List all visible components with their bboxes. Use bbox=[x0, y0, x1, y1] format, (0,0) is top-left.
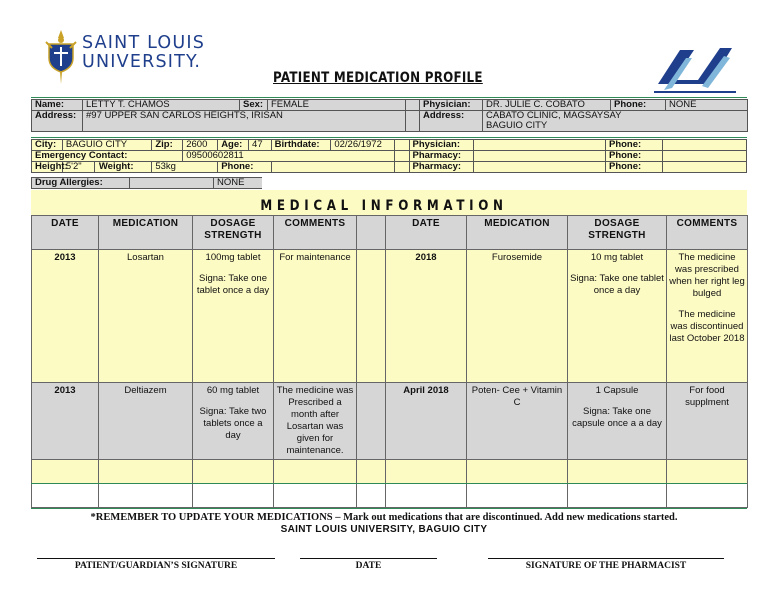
physician-label: Physician: bbox=[420, 100, 483, 111]
row2-comments: The medicine was Prescribed a month after Losartan was given for maintenance. bbox=[274, 383, 357, 460]
physician-address-line1: CABATO CLINIC, MAGSAYSAY bbox=[486, 110, 622, 121]
university-name bbox=[82, 34, 205, 72]
address-label: Address: bbox=[32, 111, 83, 132]
physician-phone-value: NONE bbox=[666, 100, 748, 111]
physician-phone-label: Phone: bbox=[611, 100, 666, 111]
pharmacy1-label: Pharmacy: bbox=[409, 151, 474, 162]
pharmacy2-label: Pharmacy: bbox=[409, 162, 474, 173]
emergency-label: Emergency Contact: bbox=[32, 151, 183, 162]
reminder-note: *REMEMBER TO UPDATE YOUR MEDICATIONS – Mark out medications that are discontinued. Add new medications started. bbox=[90, 512, 678, 523]
table-rule-mid bbox=[31, 483, 747, 484]
zip-value: 2600 bbox=[183, 140, 218, 151]
physician-address-label: Address: bbox=[420, 111, 483, 132]
patient-signature-line bbox=[37, 558, 275, 559]
page-title: PATIENT MEDICATION PROFILE bbox=[273, 70, 483, 86]
university-seal-icon bbox=[43, 28, 79, 86]
date-line bbox=[300, 558, 437, 559]
row2-medication: Deltiazem bbox=[99, 383, 193, 460]
row2r-dosage-signa: Signa: Take one capsule once a a day bbox=[572, 406, 662, 429]
pharmacy2-phone-value bbox=[662, 162, 746, 173]
col-header-medication: MEDICATION bbox=[99, 216, 193, 250]
physician2-value bbox=[474, 140, 606, 151]
institution-line: SAINT LOUIS UNIVERSITY, BAGUIO CITY bbox=[280, 524, 488, 535]
pharmacy2-phone-label: Phone: bbox=[605, 162, 662, 173]
patient-phone-label: Phone: bbox=[218, 162, 271, 173]
row1-date: 2013 bbox=[32, 250, 99, 383]
weight-value: 53kg bbox=[152, 162, 218, 173]
row2-date: 2013 bbox=[32, 383, 99, 460]
row1r-date: 2018 bbox=[386, 250, 467, 383]
pharmacist-signature-line bbox=[488, 558, 724, 559]
col-header-date: DATE bbox=[32, 216, 99, 250]
sex-value: FEMALE bbox=[268, 100, 406, 111]
patient-info-table-2 bbox=[31, 139, 747, 173]
date-label: DATE bbox=[355, 561, 382, 571]
table-row-empty bbox=[32, 460, 748, 484]
col-header-medication-2: MEDICATION bbox=[467, 216, 568, 250]
col-header-dosage-2: DOSAGE STRENGTH bbox=[568, 216, 667, 250]
pharmacist-signature-label: SIGNATURE OF THE PHARMACIST bbox=[525, 561, 687, 571]
age-value: 47 bbox=[249, 140, 272, 151]
row2r-comments: For food supplment bbox=[667, 383, 748, 460]
row2r-dosage-strength: 1 Capsule bbox=[595, 385, 639, 396]
allergies-value: NONE bbox=[214, 178, 262, 189]
physician2-phone-value bbox=[662, 140, 746, 151]
col-header-comments: COMMENTS bbox=[274, 216, 357, 250]
sex-label: Sex: bbox=[240, 100, 268, 111]
university-name-line2: UNIVERSITY. bbox=[82, 52, 202, 72]
pharmacy1-value bbox=[474, 151, 606, 162]
weight-label: Weight: bbox=[98, 161, 134, 172]
table-row bbox=[32, 250, 748, 383]
row1-dosage-signa: Signa: Take one tablet once a day bbox=[196, 273, 270, 296]
row1-comments: For maintenance bbox=[274, 250, 357, 383]
allergies-table bbox=[31, 177, 262, 189]
allergies-label: Drug Allergies: bbox=[32, 178, 130, 189]
patient-signature-label: PATIENT/GUARDIAN’S SIGNATURE bbox=[74, 561, 238, 571]
header-rule-2 bbox=[31, 137, 747, 138]
birthdate-value: 02/26/1972 bbox=[331, 140, 395, 151]
medication-table bbox=[31, 215, 748, 508]
row2r-date: April 2018 bbox=[386, 383, 467, 460]
pharmacy1-phone-value bbox=[662, 151, 746, 162]
allergies-spacer bbox=[130, 178, 214, 189]
table-row-empty bbox=[32, 484, 748, 508]
table-row bbox=[32, 383, 748, 460]
height-value-text: 5'2" bbox=[63, 162, 95, 172]
city-value: BAGUIO CITY bbox=[62, 140, 152, 151]
physician-address-line2: BAGUIO CITY bbox=[486, 120, 548, 131]
row1r-medication: Furosemide bbox=[467, 250, 568, 383]
row1-dosage-strength: 100mg tablet bbox=[205, 252, 261, 263]
row2-dosage bbox=[193, 383, 274, 460]
row1r-dosage-signa: Signa: Take one tablet once a day bbox=[570, 273, 664, 296]
table-rule-bottom bbox=[31, 508, 747, 509]
row2r-medication: Poten- Cee + Vitamin C bbox=[467, 383, 568, 460]
row1r-comments bbox=[667, 250, 748, 383]
row1r-comments-1: The medicine was prescribed when her right leg bulged bbox=[669, 252, 745, 299]
row1r-dosage bbox=[568, 250, 667, 383]
physician-address-value bbox=[483, 111, 748, 132]
physician2-phone-label: Phone: bbox=[605, 140, 662, 151]
slu-logo-icon bbox=[650, 40, 740, 96]
age-label: Age: bbox=[218, 140, 249, 151]
col-header-dosage: DOSAGE STRENGTH bbox=[193, 216, 274, 250]
medical-info-heading: MEDICAL INFORMATION bbox=[260, 198, 508, 214]
birthdate-label: Birthdate: bbox=[271, 140, 331, 151]
physician-value: DR. JULIE C. COBATO bbox=[483, 100, 611, 111]
row1-dosage bbox=[193, 250, 274, 383]
row1r-dosage-strength: 10 mg tablet bbox=[590, 252, 644, 263]
pharmacy2-value bbox=[474, 162, 606, 173]
row1r-comments-2: The medicine was discontinued last October 2018 bbox=[669, 309, 745, 344]
patient-info-table bbox=[31, 99, 748, 132]
zip-label: Zip: bbox=[152, 140, 183, 151]
row2-dosage-strength: 60 mg tablet bbox=[206, 385, 260, 396]
col-header-comments-2: COMMENTS bbox=[667, 216, 748, 250]
emergency-value: 09500602811 bbox=[183, 151, 395, 162]
patient-phone-value bbox=[271, 162, 394, 173]
name-label: Name: bbox=[32, 100, 83, 111]
university-name-line1: SAINT LOUIS bbox=[82, 33, 206, 53]
header-rule-top bbox=[31, 97, 747, 98]
col-header-date-2: DATE bbox=[386, 216, 467, 250]
pharmacy1-phone-label: Phone: bbox=[605, 151, 662, 162]
physician2-label: Physician: bbox=[409, 140, 474, 151]
row2-dosage-signa: Signa: Take two tablets once a day bbox=[199, 406, 267, 441]
address-value: #97 UPPER SAN CARLOS HEIGHTS, IRISAN bbox=[83, 111, 406, 132]
height-value bbox=[62, 162, 152, 173]
row1-medication: Losartan bbox=[99, 250, 193, 383]
name-value: LETTY T. CHAMOS bbox=[83, 100, 240, 111]
row2r-dosage bbox=[568, 383, 667, 460]
city-label: City: bbox=[32, 140, 63, 151]
height-label: Height: bbox=[32, 162, 63, 173]
